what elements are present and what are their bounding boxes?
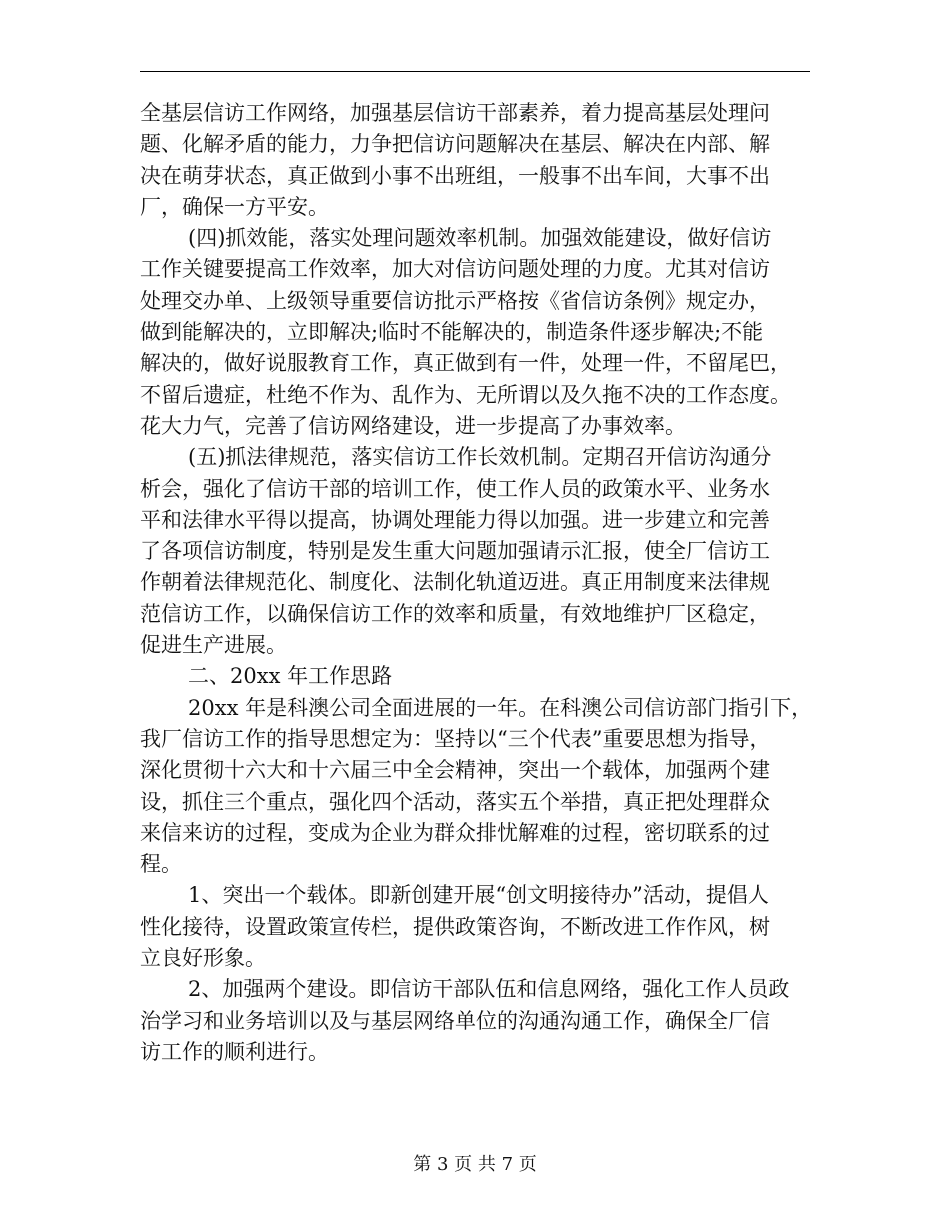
document-body xyxy=(140,98,813,1068)
text-line: 1、突出一个载体。即新创建开展“创文明接待办”活动，提倡人 xyxy=(188,883,769,908)
paragraph xyxy=(140,880,810,974)
paragraph xyxy=(140,974,810,1068)
text-line: 程。 xyxy=(140,852,182,877)
text-line: 性化接待，设置政策宣传栏，提供政策咨询，不断改进工作作风，树 xyxy=(140,914,770,939)
text-line: 解决的，做好说服教育工作，真正做到有一件，处理一件，不留尾巴， xyxy=(140,351,791,376)
text-line: 促进生产进展。 xyxy=(140,633,287,658)
text-line: 来信来访的过程，变成为企业为群众排忧解难的过程，密切联系的过 xyxy=(140,820,770,845)
text-line: 不留后遗症，杜绝不作为、乱作为、无所谓以及久拖不决的工作态度。 xyxy=(140,382,791,407)
paragraph xyxy=(140,223,810,442)
text-line: 范信访工作，以确保信访工作的效率和质量，有效地维护厂区稳定， xyxy=(140,601,770,626)
text-line: 立良好形象。 xyxy=(140,946,266,971)
header-rule xyxy=(140,71,810,72)
text-line: 平和法律水平得以提高，协调处理能力得以加强。进一步建立和完善 xyxy=(140,507,770,532)
text-line: 治学习和业务培训以及与基层网络单位的沟通沟通工作，确保全厂信 xyxy=(140,1008,770,1033)
paragraph xyxy=(140,661,810,692)
text-line: (四)抓效能，落实处理问题效率机制。加强效能建设，做好信访 xyxy=(188,226,772,251)
text-line: 二、20xx 年工作思路 xyxy=(188,664,393,689)
text-line: 处理交办单、上级领导重要信访批示严格按《省信访条例》规定办， xyxy=(140,288,770,313)
text-line: 做到能解决的，立即解决;临时不能解决的，制造条件逐步解决;不能 xyxy=(140,320,764,345)
paragraph xyxy=(140,693,813,881)
text-line: 析会，强化了信访干部的培训工作，使工作人员的政策水平、业务水 xyxy=(140,476,770,501)
text-line: 全基层信访工作网络，加强基层信访干部素养，着力提高基层处理问 xyxy=(140,101,770,125)
text-line: 决在萌芽状态，真正做到小事不出班组，一般事不出车间，大事不出 xyxy=(140,163,770,188)
text-line: 题、化解矛盾的能力，力争把信访问题解决在基层、解决在内部、解 xyxy=(140,132,770,157)
text-line: 访工作的顺利进行。 xyxy=(140,1039,329,1064)
text-line: (五)抓法律规范，落实信访工作长效机制。定期召开信访沟通分 xyxy=(188,445,772,470)
text-line: 作朝着法律规范化、制度化、法制化轨道迈进。真正用制度来法律规 xyxy=(140,570,770,595)
text-line: 2、加强两个建设。即信访干部队伍和信息网络，强化工作人员政 xyxy=(188,977,790,1002)
text-line: 20xx 年是科澳公司全面进展的一年。在科澳公司信访部门指引下， xyxy=(188,695,813,720)
text-line: 了各项信访制度，特别是发生重大问题加强请示汇报，使全厂信访工 xyxy=(140,539,770,564)
text-line: 我厂信访工作的指导思想定为：坚持以“三个代表”重要思想为指导， xyxy=(140,726,771,751)
text-line: 工作关键要提高工作效率，加大对信访问题处理的力度。尤其对信访 xyxy=(140,257,770,282)
paragraph xyxy=(140,442,810,661)
page-footer: 第 3 页 共 7 页 xyxy=(413,1154,537,1175)
text-line: 深化贯彻十六大和十六届三中全会精神，突出一个载体，加强两个建 xyxy=(140,758,770,783)
text-line: 厂，确保一方平安。 xyxy=(140,194,329,219)
text-line: 设，抓住三个重点，强化四个活动，落实五个举措，真正把处理群众 xyxy=(140,789,770,814)
text-line: 花大力气，完善了信访网络建设，进一步提高了办事效率。 xyxy=(140,413,686,438)
paragraph xyxy=(140,98,810,223)
